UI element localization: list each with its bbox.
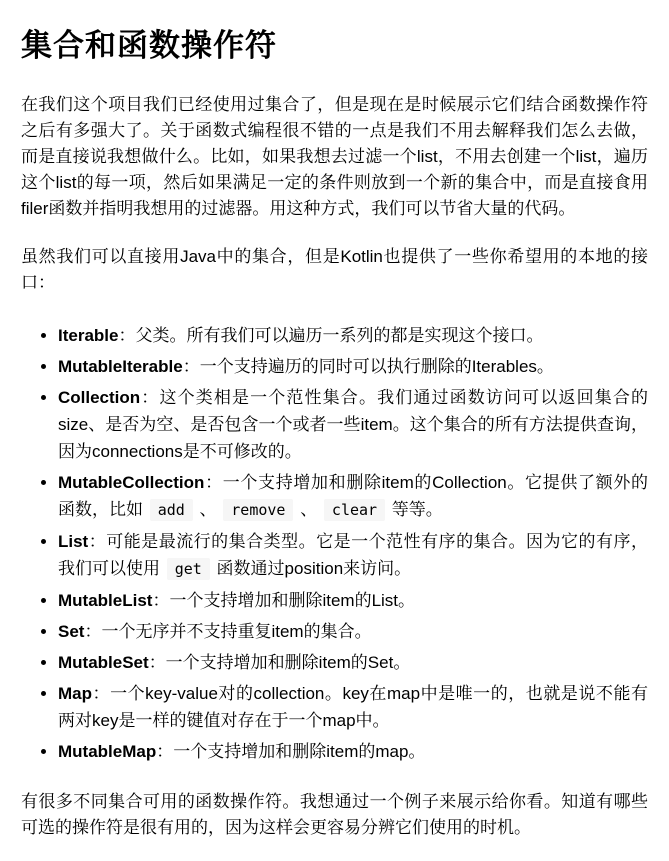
list-item xyxy=(58,618,648,645)
collection-term: Map xyxy=(58,684,92,703)
collection-term: MutableCollection xyxy=(58,473,205,492)
intro-paragraph: 在我们这个项目我们已经使用过集合了，但是现在是时候展示它们结合函数操作符之后有多强大了。关于函数式编程很不错的一点是我们不用去解释我们怎么去做，而是直接说我想做什么。比如，如果我想去过滤一个list，不用去创建一个list，遍历这个list的每一项，然后如果满足一定的条件则放到一个新的集合中，而是直接食用filer函数并指明我想用的过滤器。用这种方式，我们可以节省大量的代码。 xyxy=(21,95,648,218)
list-item xyxy=(58,587,648,614)
list-item xyxy=(58,322,648,349)
collection-types-list xyxy=(21,322,648,765)
collection-description: ：一个支持增加和删除item的List。 xyxy=(152,591,416,610)
collection-term: MutableList xyxy=(58,591,153,610)
collection-description: ：可能是最流行的集合类型。它是一个范性有序的集合。因为它的有序，我们可以使用 get 函数通过position来访问。 xyxy=(58,532,648,578)
inline-code: get xyxy=(167,558,210,580)
collection-term: MutableMap xyxy=(58,742,157,761)
list-item xyxy=(58,384,648,465)
inline-code: add xyxy=(150,499,193,521)
kotlin-interfaces-paragraph: 虽然我们可以直接用Java中的集合，但是Kotlin也提供了一些你希望用的本地的接口： xyxy=(21,247,648,292)
collection-term: Iterable xyxy=(58,326,119,345)
collection-description: ：父类。所有我们可以遍历一系列的都是实现这个接口。 xyxy=(118,326,544,345)
collection-description: ：一个无序并不支持重复item的集合。 xyxy=(84,622,372,641)
list-item xyxy=(58,469,648,524)
page-title: 集合和函数操作符 xyxy=(21,28,277,63)
list-item xyxy=(58,738,648,765)
inline-code: remove xyxy=(223,499,293,521)
collection-description: ：这个类相是一个范性集合。我们通过函数访问可以返回集合的size、是否为空、是否包含一个或者一些item。这个集合的所有方法提供查询，因为connections是不可修改的。 xyxy=(58,388,648,461)
list-item xyxy=(58,680,648,734)
collection-description: ：一个支持增加和删除item的Collection。它提供了额外的函数，比如 add 、 remove 、 clear 等等。 xyxy=(58,473,648,519)
collection-description: ：一个支持增加和删除item的map。 xyxy=(156,742,426,761)
inline-code: clear xyxy=(324,499,385,521)
collection-term: Collection xyxy=(58,388,141,407)
collection-term: List xyxy=(58,532,89,551)
closing-paragraph: 有很多不同集合可用的函数操作符。我想通过一个例子来展示给你看。知道有哪些可选的操作符是很有用的，因为这样会更容易分辨它们使用的时机。 xyxy=(21,792,648,837)
list-item xyxy=(58,649,648,676)
collection-description: ：一个支持遍历的同时可以执行删除的Iterables。 xyxy=(182,357,554,376)
collection-term: Set xyxy=(58,622,85,641)
collection-description: ：一个key-value对的collection。key在map中是唯一的，也就是说不能有两对key是一样的键值对存在于一个map中。 xyxy=(58,684,648,730)
list-item xyxy=(58,528,648,583)
collection-term: MutableIterable xyxy=(58,357,183,376)
collection-description: ：一个支持增加和删除item的Set。 xyxy=(148,653,411,672)
collection-term: MutableSet xyxy=(58,653,149,672)
list-item xyxy=(58,353,648,380)
